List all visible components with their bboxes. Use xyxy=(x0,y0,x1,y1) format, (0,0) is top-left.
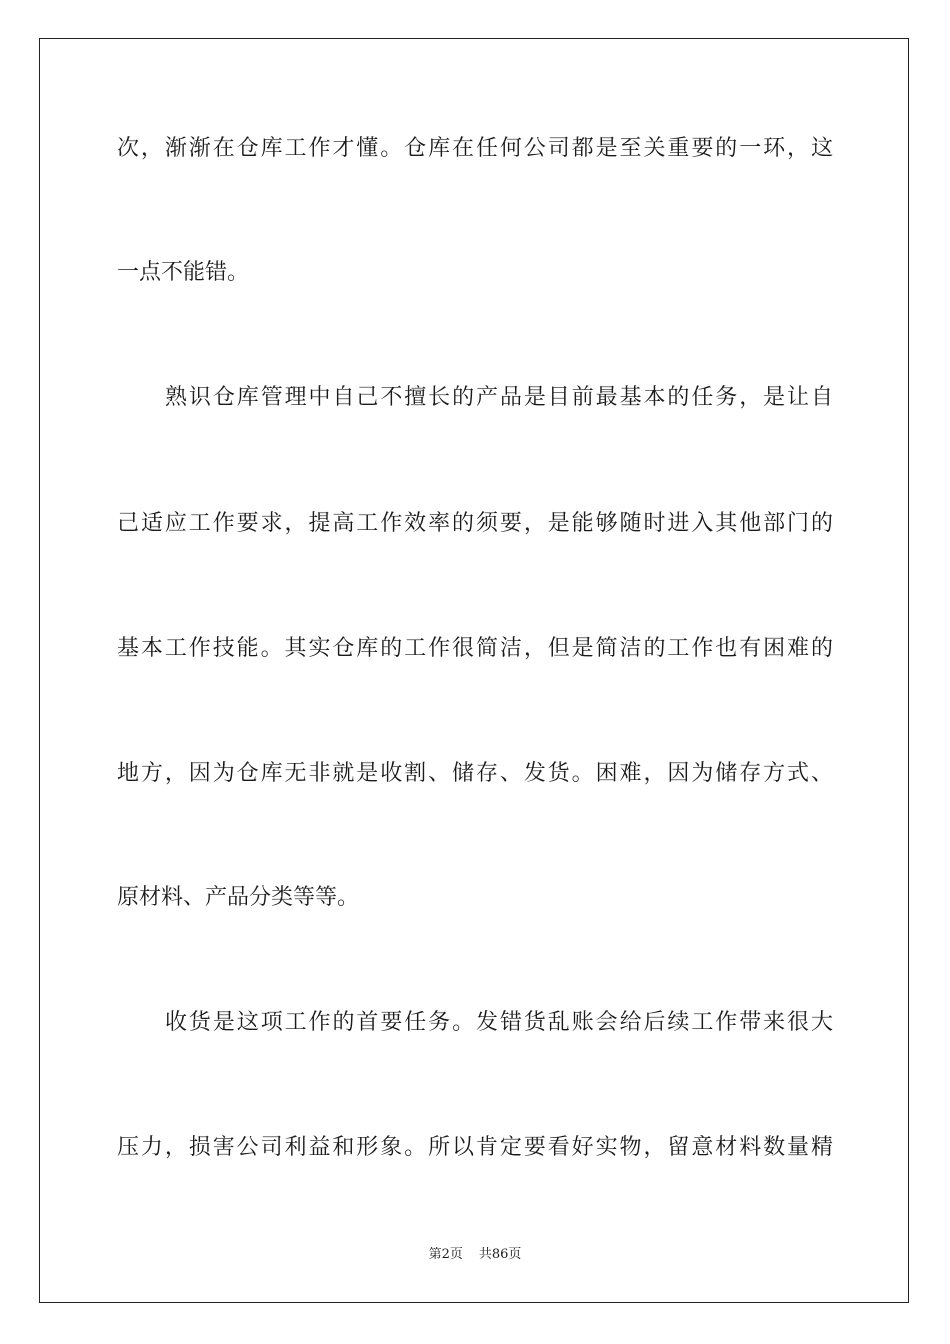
text-line: 压力，损害公司利益和形象。所以肯定要看好实物，留意材料数量精 xyxy=(117,1135,833,1160)
text-line: 次，渐渐在仓库工作才懂。仓库在任何公司都是至关重要的一环，这 xyxy=(117,136,833,161)
text-line: 地方，因为仓库无非就是收割、储存、发货。困难，因为储存方式、 xyxy=(117,761,833,786)
text-line: 原材料、产品分类等等。 xyxy=(117,885,360,910)
text-line: 己适应工作要求，提高工作效率的须要，是能够随时进入其他部门的 xyxy=(117,511,833,536)
text-line: 基本工作技能。其实仓库的工作很简洁，但是简洁的工作也有困难的 xyxy=(117,636,833,661)
page-number: 第2页 xyxy=(428,1247,463,1262)
paragraph-first-line: 收货是这项工作的首要任务。发错货乱账会给后续工作带来很大 xyxy=(165,1010,833,1035)
paragraph-first-line: 熟识仓库管理中自己不擅长的产品是目前最基本的任务，是让自 xyxy=(165,385,833,410)
page-footer xyxy=(0,1245,950,1265)
total-pages: 共86页 xyxy=(478,1247,522,1262)
page-border xyxy=(39,38,909,1303)
text-line: 一点不能错。 xyxy=(117,260,250,285)
